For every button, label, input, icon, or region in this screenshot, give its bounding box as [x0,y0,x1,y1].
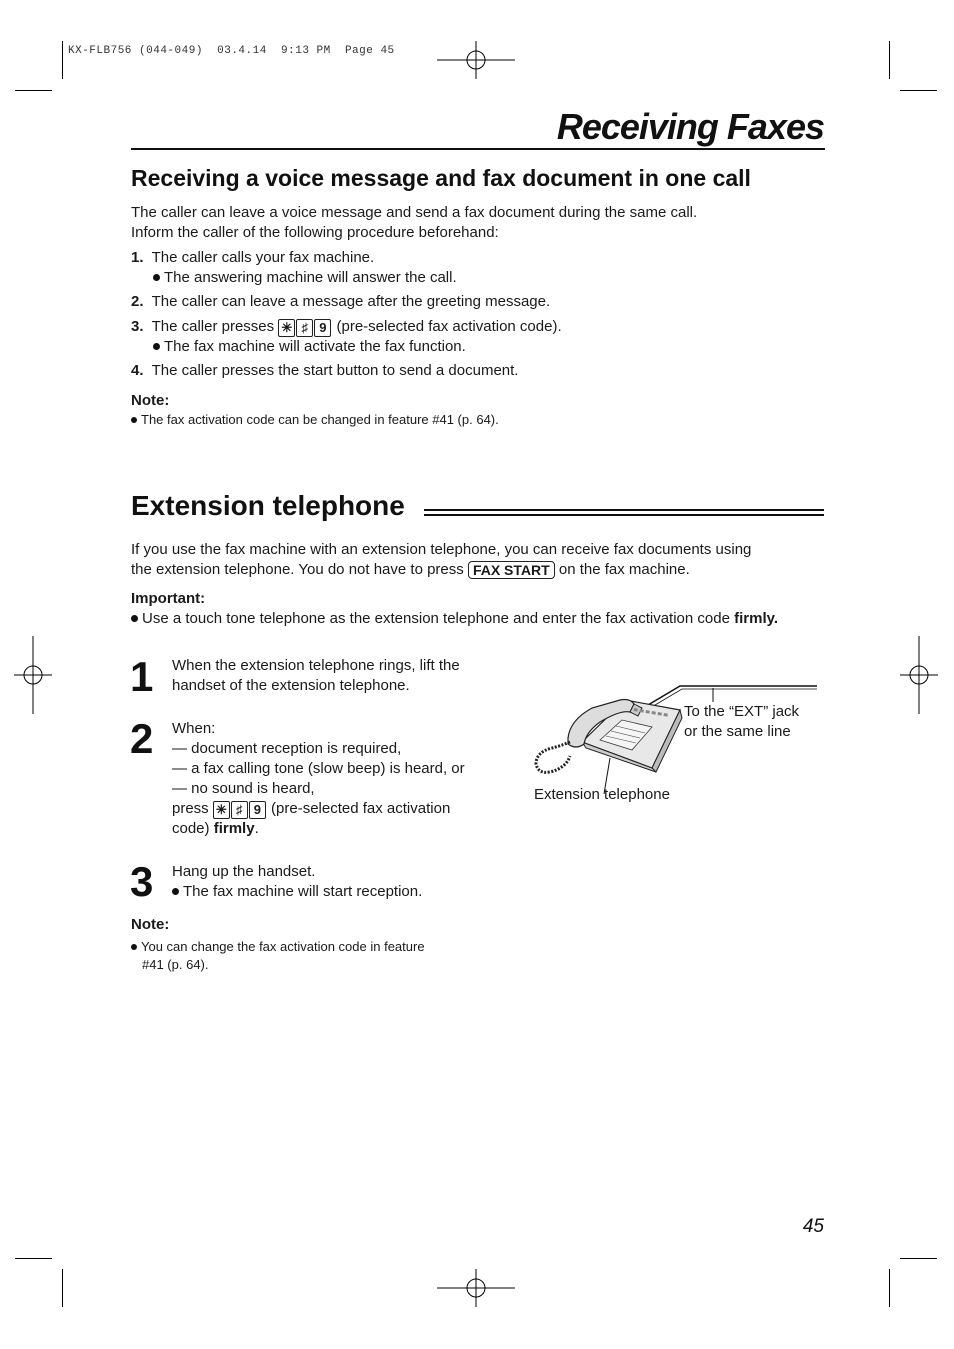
nine-key-icon: 9 [314,319,331,337]
registration-mark-left [14,636,52,714]
step-2 [131,292,550,312]
section-heading-voice-fax: Receiving a voice message and fax document in one call [131,165,751,191]
bullet-icon [153,343,160,350]
step-text: The caller calls your fax machine. [151,249,375,266]
step-number: 3. [131,318,144,335]
crop-mark [62,41,63,79]
step-text: Hang up the handset. [172,863,316,880]
step-text: The caller presses [151,318,275,335]
bullet-icon [131,944,137,950]
nine-key-icon: 9 [249,801,266,819]
fax-start-button-icon: FAX START [468,561,555,579]
note-text: #41 (p. 64). [142,957,209,972]
step-number: 4. [131,362,144,379]
crop-mark [15,1258,52,1259]
intro-text: The caller can leave a voice message and send a fax document during the same call. [131,204,698,221]
crop-mark [15,90,52,91]
title-rule [131,148,825,150]
step-text: code) firmly. [172,820,259,837]
crop-mark [900,90,937,91]
step-text: handset of the extension telephone. [172,677,410,694]
section-heading-extension: Extension telephone [131,490,405,521]
registration-mark-right [900,636,938,714]
step-number: 2. [131,293,144,310]
important-label: Important: [131,590,206,607]
step-number-large: 1 [130,653,154,700]
crop-mark [62,1269,63,1307]
star-key-icon: ✳ [278,319,295,337]
important-text: Use a touch tone telephone as the extension telephone and enter the fax activation code firmly. [131,609,778,629]
crop-mark [889,41,890,79]
step-text: — document reception is required, [172,740,402,757]
step-1 [131,248,374,268]
step-text: — no sound is heard, [172,780,315,797]
step-4 [131,361,518,381]
step-text: When: [172,720,216,737]
heading-double-rule [424,509,824,516]
registration-mark-bottom [437,1269,515,1307]
bullet-icon [131,615,138,622]
intro-text: Inform the caller of the following procedure beforehand: [131,224,499,241]
figure-label-phone: Extension telephone [534,786,670,803]
step-text: The caller can leave a message after the greeting message. [151,293,551,310]
bullet-icon [131,417,137,423]
figure-label-jack: or the same line [684,723,791,740]
star-key-icon: ✳ [213,801,230,819]
hash-key-icon: ♯ [296,319,313,337]
step-text: When the extension telephone rings, lift the [172,657,460,674]
figure-label-jack: To the “EXT” jack [684,703,800,720]
note-label: Note: [131,916,170,933]
registration-mark-top [437,41,515,79]
crop-mark [900,1258,937,1259]
note-text: The fax activation code can be changed in feature #41 (p. 64). [131,410,499,429]
page-number: 45 [802,1216,824,1237]
note-label: Note: [131,392,170,409]
step-1-bullet: The answering machine will answer the call. [153,268,457,288]
step-3 [131,317,562,337]
step-number: 1. [131,249,144,266]
bullet-icon [172,888,179,895]
intro-text: the extension telephone. You do not have to press FAX START on the fax machine. [131,561,690,578]
print-header: KX-FLB756 (044-049) 03.4.14 9:13 PM Page 45 [68,45,395,57]
step-bullet: The fax machine will start reception. [172,882,422,902]
step-text: press ✳ ♯ 9 (pre-selected fax activation [172,800,451,817]
step-3-bullet: The fax machine will activate the fax function. [153,337,466,357]
step-text: The caller presses the start button to send a document. [151,362,519,379]
page-title: Receiving Faxes [556,106,824,147]
bullet-icon [153,274,160,281]
crop-mark [889,1269,890,1307]
step-text: (pre-selected fax activation code). [336,318,562,335]
note-text: You can change the fax activation code in feature [131,937,425,956]
step-text: — a fax calling tone (slow beep) is heard, or [172,760,465,777]
hash-key-icon: ♯ [231,801,248,819]
intro-text: If you use the fax machine with an extension telephone, you can receive fax documents using [131,541,752,558]
step-number-large: 2 [130,715,154,762]
step-number-large: 3 [130,858,154,905]
